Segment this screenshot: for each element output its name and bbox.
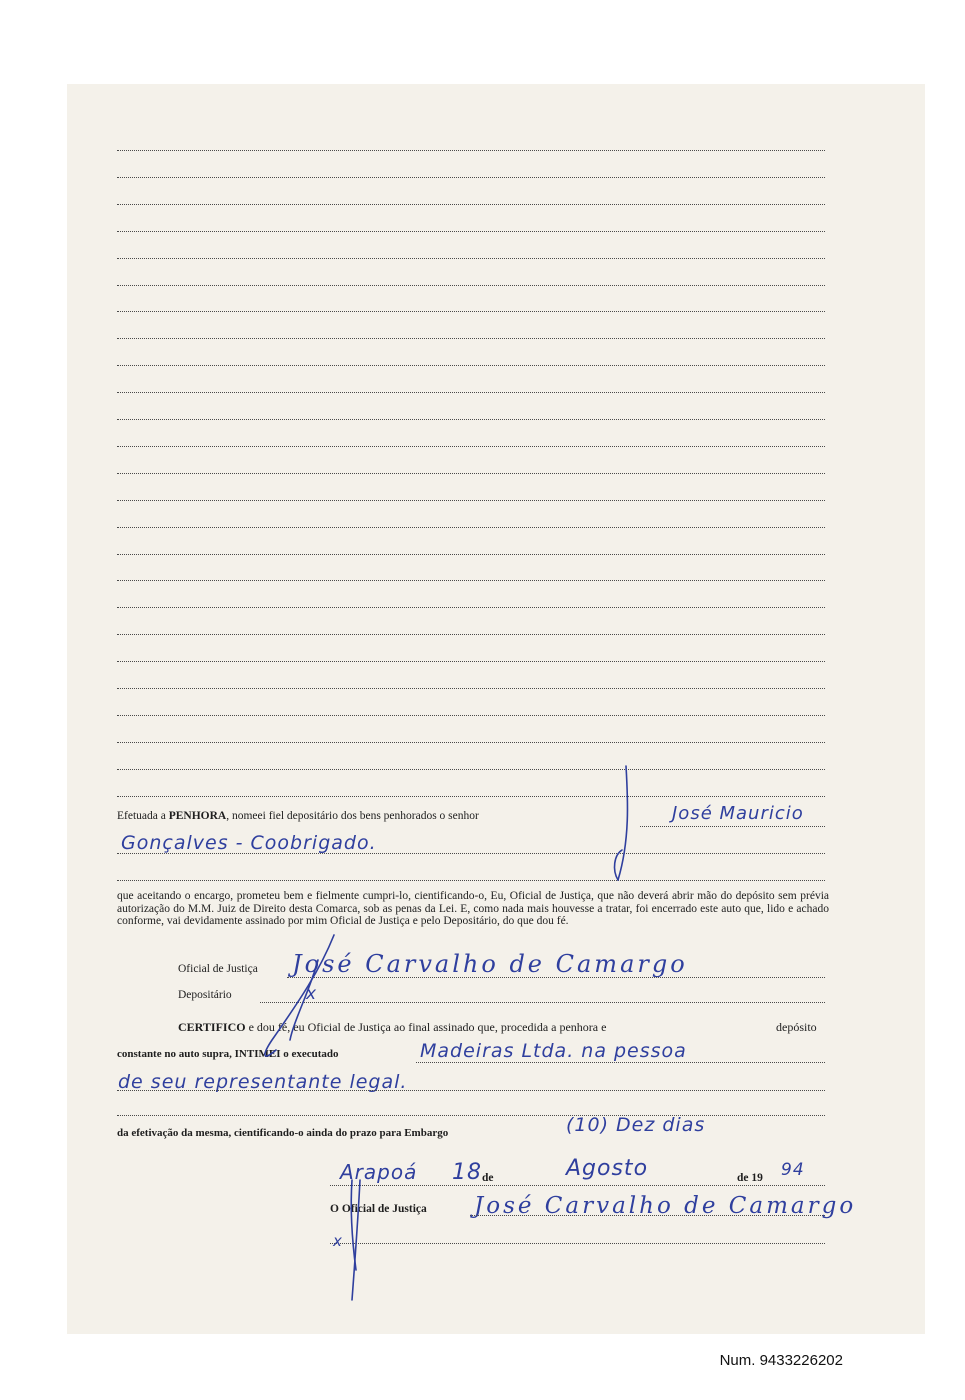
intimei-word: INTIMEI: [234, 1048, 281, 1060]
embargo-text: da efetivação da mesma, cientificando-o ainda do prazo para Embargo: [117, 1127, 449, 1139]
aceite-paragraph: que aceitando o encargo, prometeu bem e fielmente cumpri-lo, cientificando-o, Eu, Oficial de Justiça, que não deverá abrir mão do depósito sem prévia autorização do M.M. Juiz de Direito desta Comarca, sob as penas da Lei. E, como nada mais houvesse a tratar, foi encerrado este auto que, lido e achado conforme, vai devidamente assinado por mim Oficial de Justiça e pelo Depositário, do que dou fé.: [117, 890, 829, 927]
depositario-name-line2: Gonçalves - Coobrigado.: [121, 832, 377, 854]
date-month: Agosto: [566, 1156, 649, 1181]
date-day: 18: [452, 1160, 482, 1185]
document-number: Num. 9433226202: [719, 1352, 843, 1369]
date-year-prefix: de 19: [737, 1172, 763, 1184]
intimei-pre: constante no auto supra,: [117, 1048, 232, 1060]
date-year-suffix: 94: [781, 1160, 805, 1180]
executado-line1: Madeiras Ltda. na pessoa: [420, 1040, 687, 1062]
oficial-signature-1: José Carvalho de Camargo: [292, 950, 688, 978]
certifico-word: CERTIFICO: [178, 1020, 246, 1034]
certifico-text: e dou fé, eu Oficial de Justiça ao final assinado que, procedida a penhora e: [245, 1020, 607, 1034]
penhora-post: , nomeei fiel depositário dos bens penhorados o senhor: [226, 810, 479, 822]
intimei-post: o executado: [283, 1048, 339, 1060]
final-mark: x: [333, 1232, 343, 1250]
depositario-mark: x: [306, 984, 318, 1004]
final-oficial-label: O Oficial de Justiça: [330, 1203, 427, 1215]
depositario-label: Depositário: [178, 989, 232, 1001]
depositario-name-line1: José Mauricio: [672, 803, 804, 824]
executado-line2: de seu representante legal.: [118, 1071, 408, 1093]
penhora-word: PENHORA: [168, 810, 227, 822]
penhora-pre: Efetuada a: [117, 810, 166, 822]
oficial-label: Oficial de Justiça: [178, 963, 258, 975]
certifico-end: depósito: [776, 1020, 817, 1034]
embargo-prazo: (10) Dez dias: [566, 1114, 706, 1136]
date-city: Arapoá: [340, 1160, 418, 1184]
final-oficial-signature: José Carvalho de Camargo: [474, 1193, 857, 1219]
date-de: de: [482, 1172, 494, 1184]
